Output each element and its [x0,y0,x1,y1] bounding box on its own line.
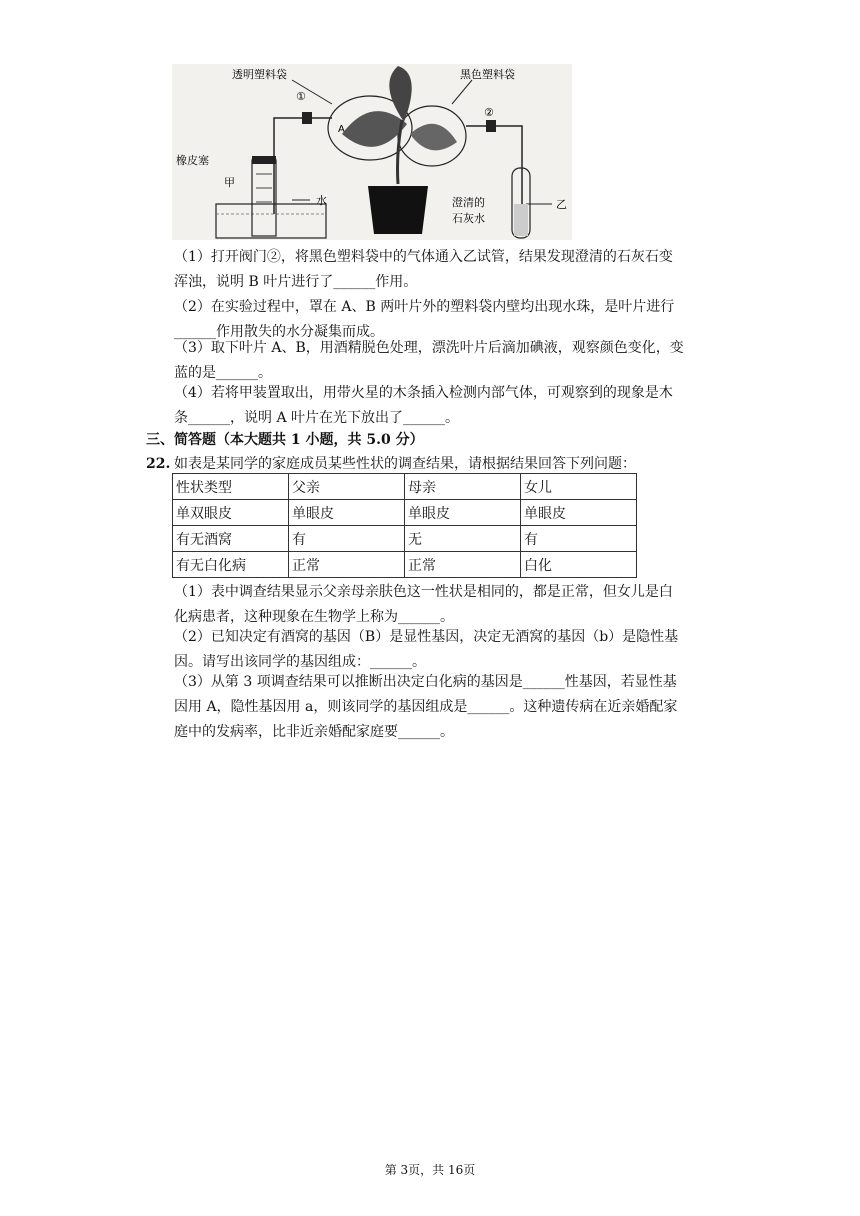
label-stopper: 橡皮塞 [176,154,209,167]
q22-part3-line2: 因用 A，隐性基因用 a，则该同学的基因组成是______。这种遗传病在近亲婚配家 [174,699,678,715]
table-header-cell: 性状类型 [173,474,289,500]
table-row [173,526,637,552]
q21-part2-line2: ______作用散失的水分凝集而成。 [174,324,384,340]
label-valve-2: ② [484,106,494,119]
q21-part3 [174,336,719,386]
traits-table [172,473,637,578]
table-cell: 无 [405,526,521,552]
label-black-bag: 黑色塑料袋 [460,68,515,81]
table-cell: 单眼皮 [289,500,405,526]
q22-part1-line1: （1）表中调查结果显示父亲母亲肤色这一性状是相同的，都是正常，但女儿是白 [174,584,673,600]
table-header-cell: 父亲 [289,474,405,500]
table-cell: 单双眼皮 [173,500,289,526]
q22-part2-line1: （2）已知决定有酒窝的基因（B）是显性基因，决定无酒窝的基因（b）是隐性基 [174,629,679,645]
q21-part1-line1: （1）打开阀门②，将黑色塑料袋中的气体通入乙试管，结果发现澄清的石灰石变 [174,249,673,265]
question-stem: 如表是某同学的家庭成员某些性状的调查结果，请根据结果回答下列问题： [174,456,636,472]
q22-part2 [174,625,719,675]
table-header-cell: 女儿 [521,474,637,500]
table-header-cell: 母亲 [405,474,521,500]
q22-part3 [174,670,719,745]
table-cell: 单眼皮 [521,500,637,526]
label-A: A [338,124,345,135]
label-valve-1: ① [296,90,306,103]
section-heading: 三、简答题（本大题共 1 小题，共 5.0 分） [146,432,424,448]
table-cell: 正常 [289,552,405,578]
question-number: 22. [146,456,171,472]
q22-part3-line3: 庭中的发病率，比非近亲婚配家庭要______。 [174,724,454,740]
q22-part3-line1: （3）从第 3 项调查结果可以推断出决定白化病的基因是______性基因，若显性基 [174,674,677,690]
q21-part4-line2: 条______，说明 A 叶片在光下放出了______。 [174,410,460,426]
table-cell: 有无酒窝 [173,526,289,552]
label-jia: 甲 [224,176,235,189]
q22-part2-line2: 因。请写出该同学的基因组成：______。 [174,654,426,670]
label-clear-bag: 透明塑料袋 [232,68,287,81]
q22-part1-line2: 化病患者，这种现象在生物学上称为______。 [174,609,454,625]
q21-part4 [174,381,719,431]
q21-part2-line1: （2）在实验过程中，罩在 A、B 两叶片外的塑料袋内壁均出现水珠，是叶片进行 [174,299,675,315]
table-cell: 有无白化病 [173,552,289,578]
q21-part1 [174,245,719,295]
label-water: 水 [316,194,327,207]
table-cell: 有 [521,526,637,552]
page-footer: 第 3页，共 16页 [384,1163,476,1177]
experiment-figure [172,64,572,240]
label-limewater-1: 澄清的 [452,196,485,209]
table-row [173,500,637,526]
q21-part4-line1: （4）若将甲装置取出，用带火星的木条插入检测内部气体，可观察到的现象是木 [174,385,673,401]
label-yi: 乙 [556,198,567,211]
q21-part1-line2: 浑浊，说明 B 叶片进行了______作用。 [174,274,418,290]
table-cell: 有 [289,526,405,552]
table-row [173,552,637,578]
table-cell: 单眼皮 [405,500,521,526]
q21-part3-line1: （3）取下叶片 A、B，用酒精脱色处理，漂洗叶片后滴加碘液，观察颜色变化，变 [174,340,684,356]
table-header-row [173,474,637,500]
table-cell: 正常 [405,552,521,578]
q22-part1 [174,580,719,630]
table-cell: 白化 [521,552,637,578]
q21-part3-line2: 蓝的是______。 [174,365,272,381]
label-limewater-2: 石灰水 [452,212,485,225]
